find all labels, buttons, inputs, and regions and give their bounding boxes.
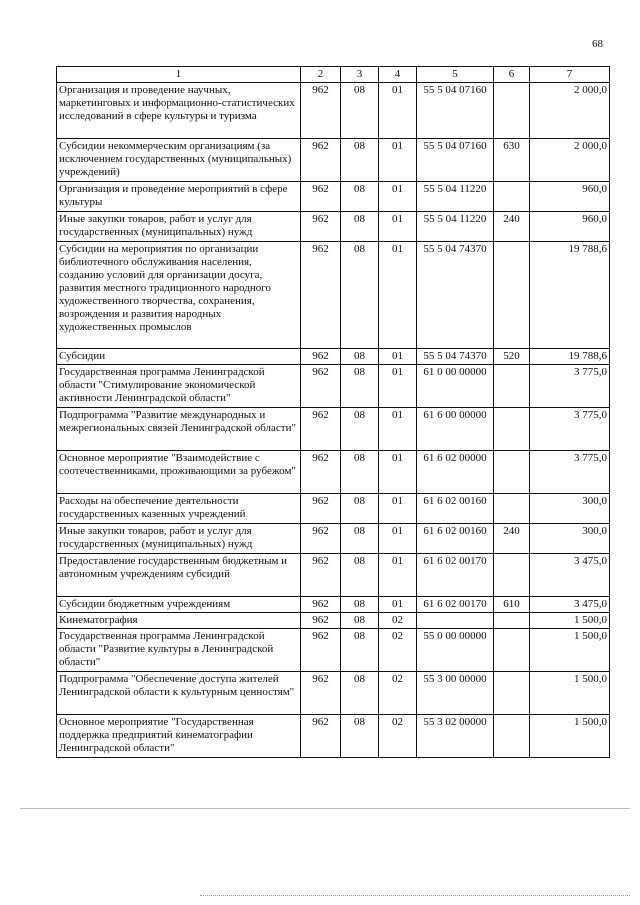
expense-type-cell — [494, 494, 530, 524]
expense-name-cell: Предоставление государственным бюджетным и автономным учреждениям субсидий — [57, 554, 301, 597]
expense-name-cell: Подпрограмма "Развитие международных и межрегиональных связей Ленинградской области" — [57, 408, 301, 451]
expense-type-cell — [494, 408, 530, 451]
expense-name-cell: Организация и проведение мероприятий в сфере культуры — [57, 182, 301, 212]
scan-edge-line — [20, 808, 630, 809]
subsection-code-cell: 01 — [379, 408, 417, 451]
ministry-code-cell: 962 — [301, 597, 341, 613]
expense-name-cell: Основное мероприятие "Государственная поддержка предприятий кинематографии Ленинградской области" — [57, 715, 301, 758]
column-header-5: 5 — [417, 67, 494, 83]
amount-cell: 1 500,0 — [530, 613, 610, 629]
section-code-cell: 08 — [341, 672, 379, 715]
section-code-cell: 08 — [341, 139, 379, 182]
expense-name-cell: Субсидии бюджетным учреждениям — [57, 597, 301, 613]
table-row — [57, 212, 610, 242]
table-row — [57, 597, 610, 613]
target-item-cell: 55 5 04 11220 — [417, 212, 494, 242]
expense-name-cell: Иные закупки товаров, работ и услуг для государственных (муниципальных) нужд — [57, 212, 301, 242]
table-row — [57, 613, 610, 629]
amount-cell: 300,0 — [530, 524, 610, 554]
ministry-code-cell: 962 — [301, 349, 341, 365]
section-code-cell: 08 — [341, 212, 379, 242]
expense-type-cell — [494, 242, 530, 349]
scan-edge-dotted-line — [200, 895, 630, 896]
ministry-code-cell: 962 — [301, 242, 341, 349]
amount-cell: 960,0 — [530, 212, 610, 242]
ministry-code-cell: 962 — [301, 182, 341, 212]
target-item-cell: 61 6 02 00000 — [417, 451, 494, 494]
expense-type-cell: 630 — [494, 139, 530, 182]
table-row — [57, 494, 610, 524]
table-row — [57, 139, 610, 182]
table-row — [57, 629, 610, 672]
ministry-code-cell: 962 — [301, 408, 341, 451]
target-item-cell: 61 6 02 00170 — [417, 597, 494, 613]
ministry-code-cell: 962 — [301, 554, 341, 597]
section-code-cell: 08 — [341, 524, 379, 554]
target-item-cell: 61 6 02 00160 — [417, 524, 494, 554]
amount-cell: 1 500,0 — [530, 672, 610, 715]
section-code-cell: 08 — [341, 451, 379, 494]
table-body — [57, 83, 610, 758]
expense-type-cell — [494, 182, 530, 212]
column-header-6: 6 — [494, 67, 530, 83]
subsection-code-cell: 02 — [379, 672, 417, 715]
expense-name-cell: Подпрограмма "Обеспечение доступа жителей Ленинградской области к культурным ценностям" — [57, 672, 301, 715]
expense-name-cell: Основное мероприятие "Взаимодействие с соотечественниками, проживающими за рубежом" — [57, 451, 301, 494]
section-code-cell: 08 — [341, 365, 379, 408]
amount-cell: 3 775,0 — [530, 365, 610, 408]
subsection-code-cell: 02 — [379, 613, 417, 629]
amount-cell: 2 000,0 — [530, 139, 610, 182]
subsection-code-cell: 01 — [379, 139, 417, 182]
section-code-cell: 08 — [341, 83, 379, 139]
expense-type-cell — [494, 554, 530, 597]
table-row — [57, 83, 610, 139]
subsection-code-cell: 01 — [379, 554, 417, 597]
amount-cell: 1 500,0 — [530, 629, 610, 672]
amount-cell: 2 000,0 — [530, 83, 610, 139]
ministry-code-cell: 962 — [301, 139, 341, 182]
expense-type-cell — [494, 451, 530, 494]
section-code-cell: 08 — [341, 349, 379, 365]
expense-name-cell: Государственная программа Ленинградской области "Стимулирование экономической активности Ленинградской области" — [57, 365, 301, 408]
table-row — [57, 365, 610, 408]
expense-type-cell — [494, 629, 530, 672]
subsection-code-cell: 01 — [379, 242, 417, 349]
section-code-cell: 08 — [341, 597, 379, 613]
column-header-7: 7 — [530, 67, 610, 83]
header-row — [57, 67, 610, 83]
subsection-code-cell: 01 — [379, 451, 417, 494]
expense-type-cell — [494, 715, 530, 758]
expense-name-cell: Расходы на обеспечение деятельности государственных казенных учреждений — [57, 494, 301, 524]
expense-type-cell: 240 — [494, 524, 530, 554]
table-row — [57, 451, 610, 494]
subsection-code-cell: 01 — [379, 83, 417, 139]
amount-cell: 3 475,0 — [530, 597, 610, 613]
target-item-cell: 55 5 04 74370 — [417, 242, 494, 349]
subsection-code-cell: 01 — [379, 494, 417, 524]
ministry-code-cell: 962 — [301, 524, 341, 554]
section-code-cell: 08 — [341, 715, 379, 758]
ministry-code-cell: 962 — [301, 365, 341, 408]
expense-name-cell: Государственная программа Ленинградской области "Развитие культуры в Ленинградской области" — [57, 629, 301, 672]
amount-cell: 300,0 — [530, 494, 610, 524]
table-row — [57, 408, 610, 451]
subsection-code-cell: 01 — [379, 524, 417, 554]
target-item-cell: 61 6 00 00000 — [417, 408, 494, 451]
subsection-code-cell: 01 — [379, 212, 417, 242]
ministry-code-cell: 962 — [301, 672, 341, 715]
expense-name-cell: Субсидии — [57, 349, 301, 365]
table-row — [57, 715, 610, 758]
target-item-cell: 55 3 00 00000 — [417, 672, 494, 715]
ministry-code-cell: 962 — [301, 212, 341, 242]
column-header-3: 3 — [341, 67, 379, 83]
target-item-cell: 61 0 00 00000 — [417, 365, 494, 408]
subsection-code-cell: 02 — [379, 715, 417, 758]
expense-name-cell: Организация и проведение научных, маркетинговых и информационно-статистических исследований в сфере культуры и туризма — [57, 83, 301, 139]
expense-type-cell — [494, 613, 530, 629]
expense-name-cell: Субсидии некоммерческим организациям (за исключением государственных (муниципальных) учреждений) — [57, 139, 301, 182]
ministry-code-cell: 962 — [301, 629, 341, 672]
page-number: 68 — [592, 38, 603, 50]
section-code-cell: 08 — [341, 629, 379, 672]
column-header-4: 4 — [379, 67, 417, 83]
budget-table — [56, 66, 610, 758]
section-code-cell: 08 — [341, 182, 379, 212]
target-item-cell: 55 5 04 07160 — [417, 139, 494, 182]
ministry-code-cell: 962 — [301, 494, 341, 524]
expense-type-cell — [494, 672, 530, 715]
subsection-code-cell: 01 — [379, 597, 417, 613]
expense-name-cell: Кинематография — [57, 613, 301, 629]
target-item-cell: 61 6 02 00170 — [417, 554, 494, 597]
subsection-code-cell: 01 — [379, 349, 417, 365]
section-code-cell: 08 — [341, 613, 379, 629]
column-header-1: 1 — [57, 67, 301, 83]
expense-name-cell: Субсидии на мероприятия по организации библиотечного обслуживания населения, созданию условий для организации досуга, развития местного традиционного народного художественного творчества, сохранения, возрождения и развития народных художественных промыслов — [57, 242, 301, 349]
table-row — [57, 349, 610, 365]
ministry-code-cell: 962 — [301, 715, 341, 758]
ministry-code-cell: 962 — [301, 83, 341, 139]
target-item-cell: 55 5 04 74370 — [417, 349, 494, 365]
amount-cell: 1 500,0 — [530, 715, 610, 758]
column-header-2: 2 — [301, 67, 341, 83]
target-item-cell: 55 5 04 11220 — [417, 182, 494, 212]
table-row — [57, 554, 610, 597]
section-code-cell: 08 — [341, 494, 379, 524]
expense-type-cell: 610 — [494, 597, 530, 613]
section-code-cell: 08 — [341, 554, 379, 597]
expense-type-cell — [494, 83, 530, 139]
table-row — [57, 524, 610, 554]
amount-cell: 960,0 — [530, 182, 610, 212]
expense-type-cell: 520 — [494, 349, 530, 365]
expense-type-cell: 240 — [494, 212, 530, 242]
target-item-cell — [417, 613, 494, 629]
target-item-cell: 55 0 00 00000 — [417, 629, 494, 672]
amount-cell: 3 475,0 — [530, 554, 610, 597]
amount-cell: 3 775,0 — [530, 451, 610, 494]
subsection-code-cell: 02 — [379, 629, 417, 672]
target-item-cell: 55 5 04 07160 — [417, 83, 494, 139]
expense-name-cell: Иные закупки товаров, работ и услуг для государственных (муниципальных) нужд — [57, 524, 301, 554]
ministry-code-cell: 962 — [301, 451, 341, 494]
amount-cell: 19 788,6 — [530, 242, 610, 349]
section-code-cell: 08 — [341, 242, 379, 349]
target-item-cell: 61 6 02 00160 — [417, 494, 494, 524]
section-code-cell: 08 — [341, 408, 379, 451]
expense-type-cell — [494, 365, 530, 408]
table-row — [57, 182, 610, 212]
amount-cell: 3 775,0 — [530, 408, 610, 451]
subsection-code-cell: 01 — [379, 365, 417, 408]
target-item-cell: 55 3 02 00000 — [417, 715, 494, 758]
subsection-code-cell: 01 — [379, 182, 417, 212]
ministry-code-cell: 962 — [301, 613, 341, 629]
table-row — [57, 672, 610, 715]
table-row — [57, 242, 610, 349]
amount-cell: 19 788,6 — [530, 349, 610, 365]
